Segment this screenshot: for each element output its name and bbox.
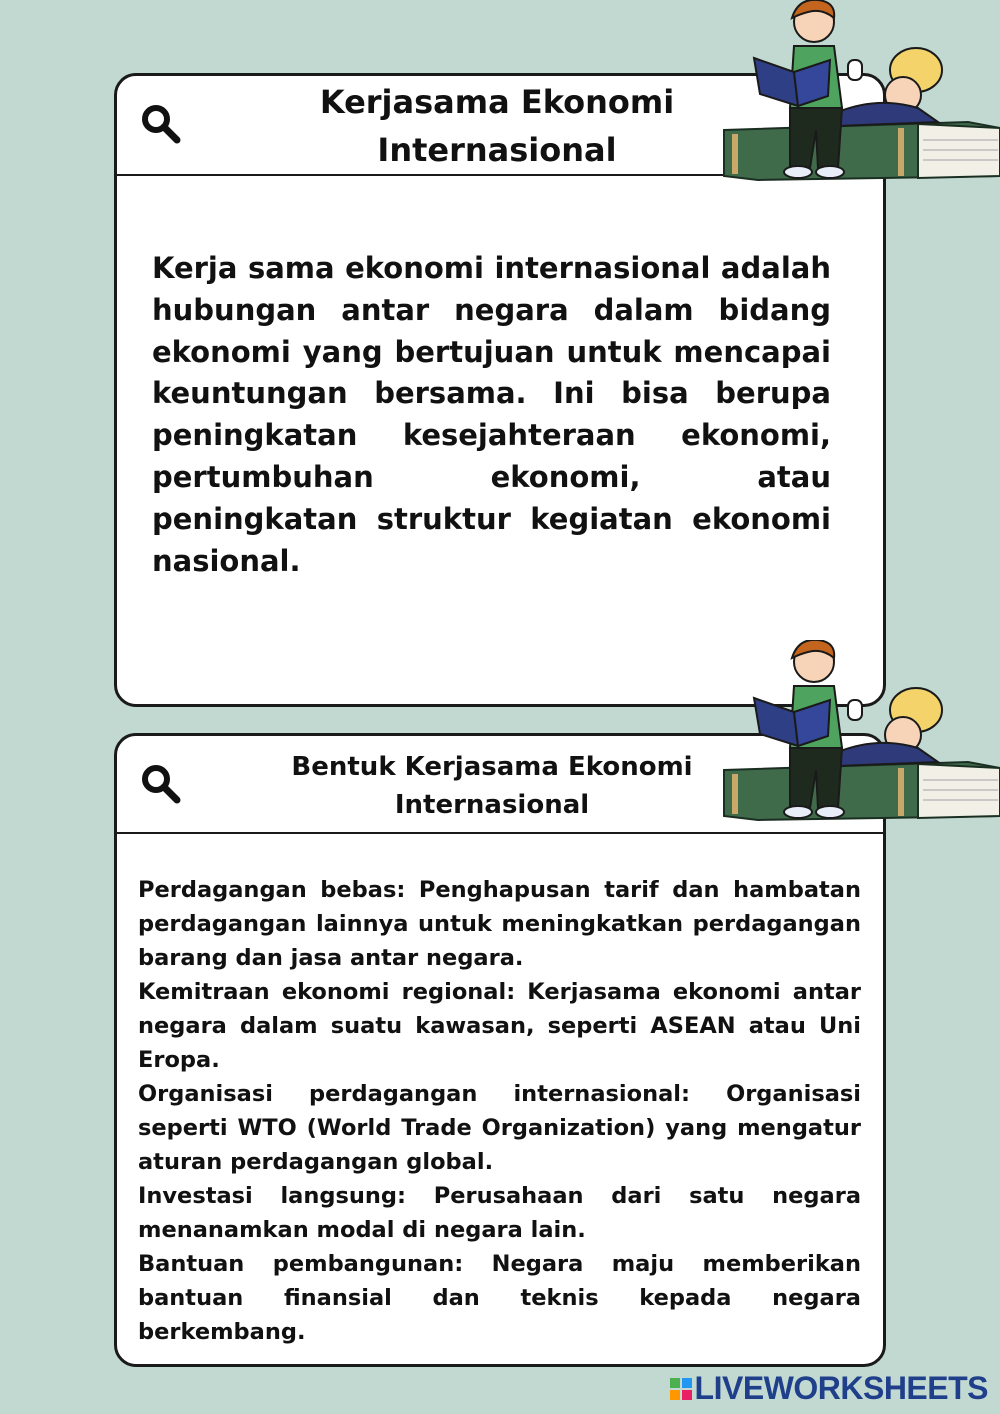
list-item: Bantuan pembangunan: Negara maju memberikan bantuan finansial dan teknis kepada negara berkembang. [138, 1251, 861, 1345]
kids-reading-illustration [718, 0, 1000, 184]
search-icon [139, 102, 183, 146]
list-item: Investasi langsung: Perusahaan dari satu negara menanamkan modal di negara lain. [138, 1183, 861, 1243]
kids-reading-illustration [718, 640, 1000, 824]
liveworksheets-logo-icon [670, 1378, 692, 1400]
list-item: Perdagangan bebas: Penghapusan tarif dan hambatan perdagangan lainnya untuk meningkatkan perdagangan barang dan jasa antar negara. [138, 877, 861, 971]
list-item: Kemitraan ekonomi regional: Kerjasama ekonomi antar negara dalam suatu kawasan, seperti ASEAN atau Uni Eropa. [138, 979, 861, 1073]
forms-title [287, 748, 697, 824]
search-icon [139, 762, 183, 806]
forms-card [114, 733, 886, 1367]
definition-title-line1: Kerjasama Ekonomi [319, 83, 675, 121]
definition-title [297, 78, 697, 174]
definition-title-line2: Internasional [377, 131, 617, 169]
forms-title-line2: Internasional [394, 790, 590, 820]
liveworksheets-brand [670, 1370, 988, 1407]
forms-list [138, 873, 861, 1349]
definition-text: Kerja sama ekonomi internasional adalah hubungan antar negara dalam bidang ekonomi yang bertujuan untuk mencapai keuntungan bersama. Ini bisa berupa peningkatan kesejahteraan ekonomi, pertumbuhan ekonomi, atau peningkatan struktur kegiatan ekonomi nasional. [152, 251, 831, 578]
forms-title-line1: Bentuk Kerjasama Ekonomi [291, 752, 693, 782]
brand-name: LIVEWORKSHEETS [694, 1370, 988, 1406]
list-item: Organisasi perdagangan internasional: Organisasi seperti WTO (World Trade Organization) yang mengatur aturan perdagangan global. [138, 1081, 861, 1175]
